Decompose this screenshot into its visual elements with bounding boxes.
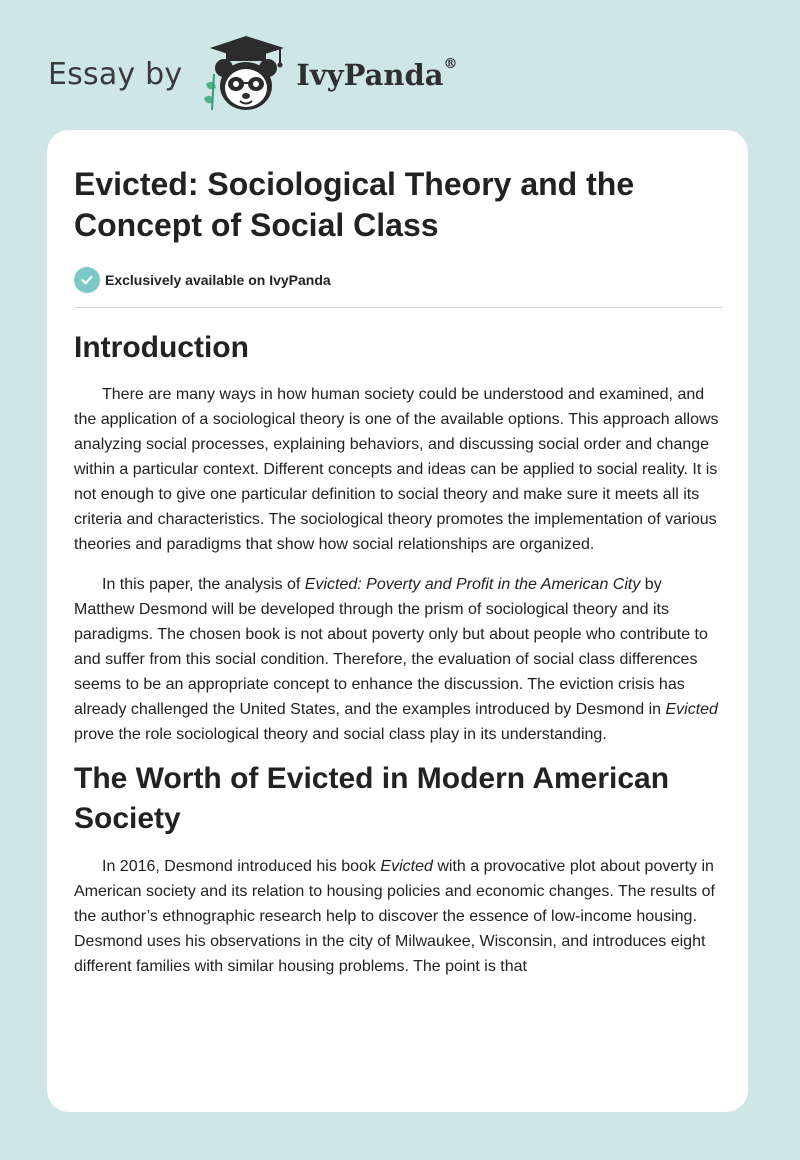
text-run: with a provocative plot about poverty in American society and its relation to housing policies and economic changes. The results of the author’s ethnographic research help to discover the essence of low-income housing. Desmond uses his observations in the city of Milwaukee, Wisconsin, and introduces eight different families with similar housing problems. The point is that [74, 858, 715, 975]
worth-paragraph-1 [74, 854, 722, 979]
availability-badge [74, 267, 722, 293]
text-run: by Matthew Desmond will be developed through the prism of sociological theory and its paradigms. The chosen book is not about poverty only but about people who contribute to and suffer from this social condition. Therefore, the evaluation of social class differences seems to be an appropriate concept to enhance the discussion. The eviction crisis has already challenged the United States, and the examples introduced by Desmond in [74, 576, 708, 718]
text-run: In 2016, Desmond introduced his book [102, 858, 381, 875]
text-run: In this paper, the analysis of [102, 576, 305, 593]
intro-paragraph-1: There are many ways in how human society could be understood and examined, and the application of a sociological theory is one of the available options. This approach allows analyzing social processes, explaining behaviors, and discussing social order and change within a particular context. Different concepts and ideas can be applied to social reality. It is not enough to give one particular definition to social theory and make sure it meets all its criteria and characteristics. The sociological theory promotes the implementation of various theories and paradigms that show how social relationships are organized. [74, 386, 719, 553]
check-icon [74, 267, 100, 293]
ivypanda-logo-icon[interactable] [196, 34, 290, 114]
book-title-italic: Evicted: Poverty and Profit in the American City [304, 576, 641, 593]
essay-card [47, 130, 748, 1112]
page-title: Evicted: Sociological Theory and the Concept of Social Class [74, 166, 635, 243]
section-heading-worth: The Worth of Evicted in Modern American Society [74, 762, 670, 835]
brand-text: IvyPanda [296, 58, 444, 92]
section-heading-introduction: Introduction [74, 331, 249, 364]
book-title-italic: Evicted [665, 701, 718, 718]
text-run: prove the role sociological theory and social class play in its understanding. [74, 726, 607, 743]
essay-by-label: Essay by [48, 56, 183, 92]
brand-name[interactable] [296, 58, 457, 92]
site-header [48, 34, 458, 114]
intro-paragraph-2 [74, 572, 722, 747]
book-title-italic: Evicted [380, 858, 433, 875]
registered-mark: ® [443, 56, 458, 73]
divider [74, 307, 722, 308]
availability-text: Exclusively available on IvyPanda [105, 272, 331, 288]
